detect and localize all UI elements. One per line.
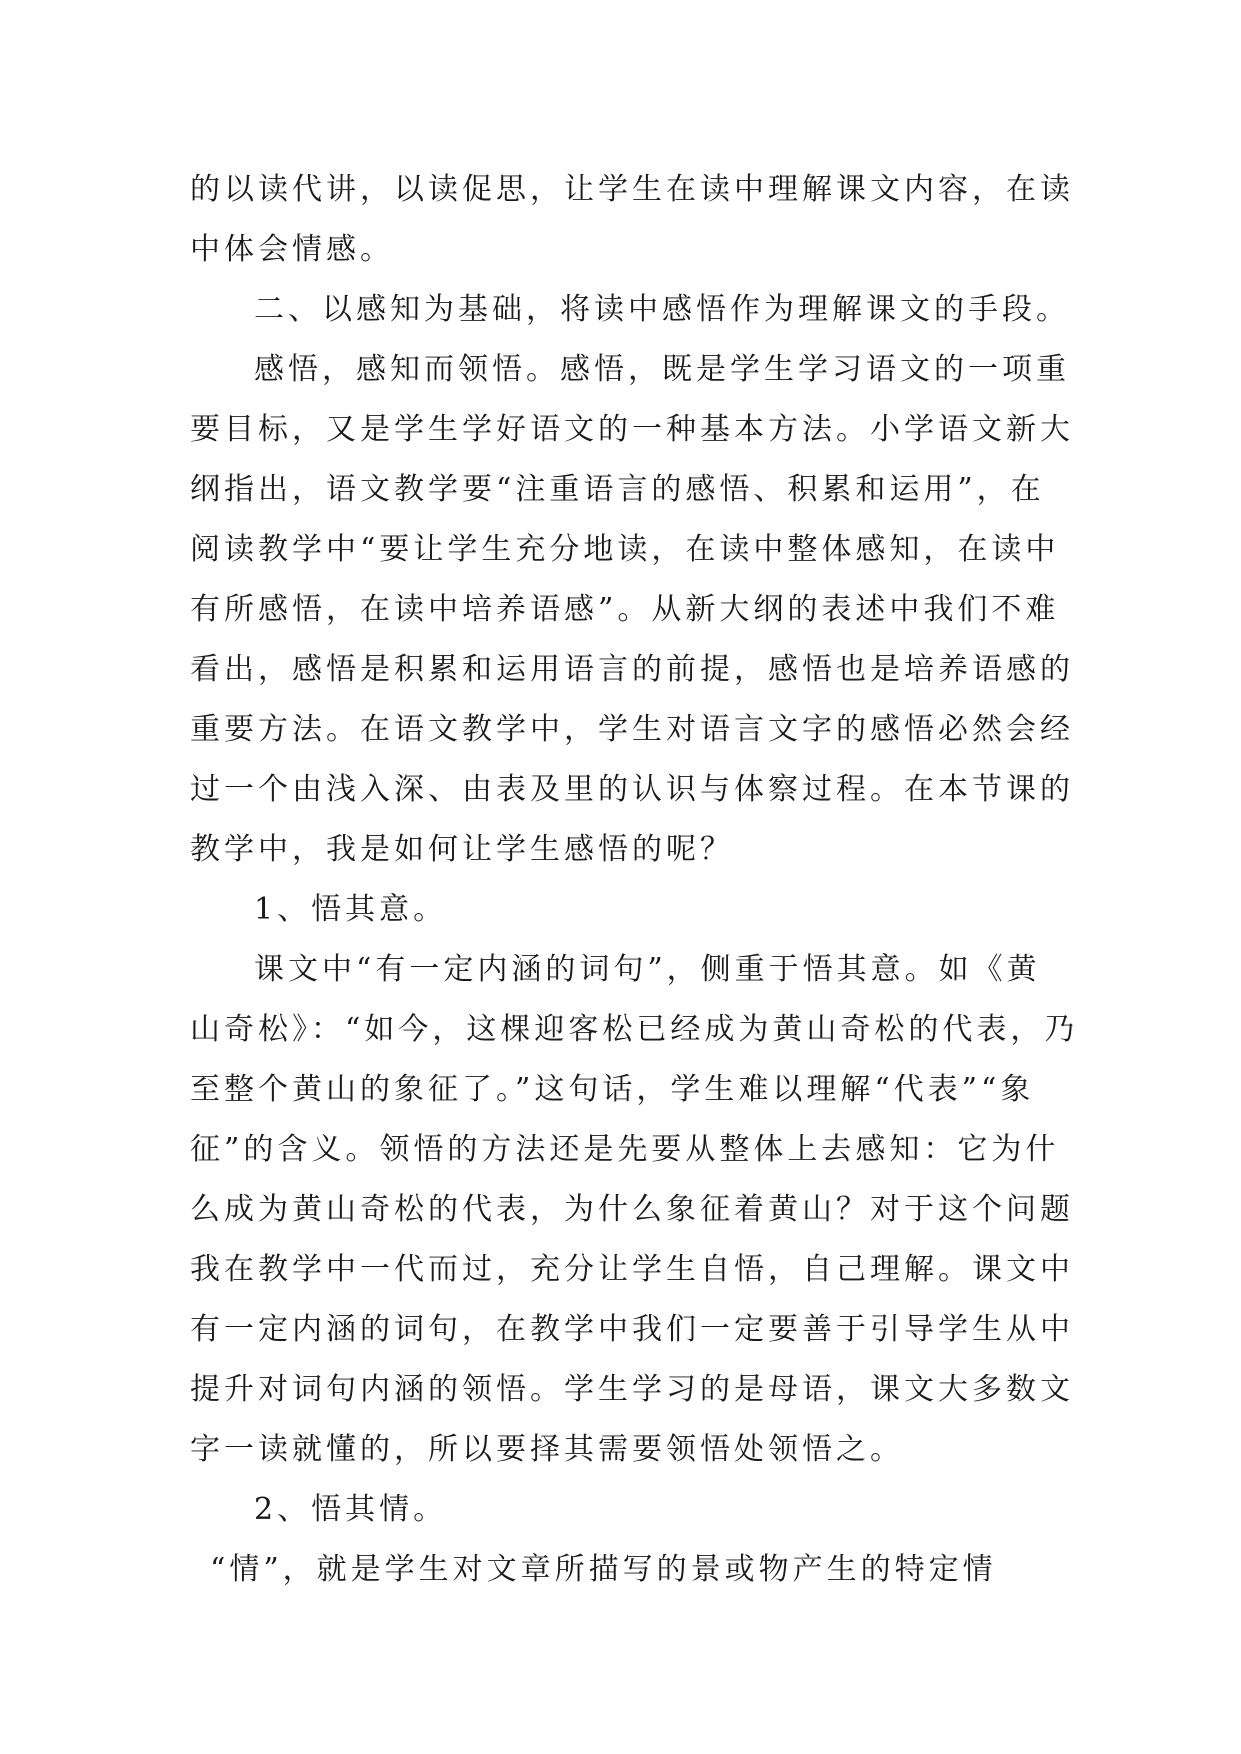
text-line: 中体会情感。 <box>190 232 394 267</box>
text-line: 的以读代讲，以读促思，让学生在读中理解课文内容，在读 <box>190 172 1074 207</box>
text-line: 重要方法。在语文教学中，学生对语言文字的感悟必然会经 <box>190 712 1074 747</box>
text-line: 要目标，又是学生学好语文的一种基本方法。小学语文新大 <box>190 412 1074 447</box>
text-line: 字一读就懂的，所以要择其需要领悟处领悟之。 <box>190 1432 904 1467</box>
section-heading: 二、以感知为基础，将读中感悟作为理解课文的手段。 <box>254 292 1070 327</box>
text-line: 有所感悟，在读中培养语感”。从新大纲的表述中我们不难 <box>190 592 1060 627</box>
text-line: 课文中“有一定内涵的词句”，侧重于悟其意。如《黄 <box>254 952 1041 987</box>
text-line: 么成为黄山奇松的代表，为什么象征着黄山？对于这个问题 <box>190 1192 1074 1227</box>
document-body <box>190 160 1079 1600</box>
text-line: 看出，感悟是积累和运用语言的前提，感悟也是培养语感的 <box>190 652 1074 687</box>
text-line: 阅读教学中“要让学生充分地读，在读中整体感知，在读中 <box>190 532 1060 567</box>
text-line: “情”，就是学生对文章所描写的景或物产生的特定情 <box>210 1552 997 1587</box>
text-line: 感悟，感知而领悟。感悟，既是学生学习语文的一项重 <box>254 352 1070 387</box>
text-line: 征”的含义。领悟的方法还是先要从整体上去感知：它为什 <box>190 1132 1060 1167</box>
subheading: 2、悟其情。 <box>254 1492 448 1527</box>
subheading: 1、悟其意。 <box>254 892 448 927</box>
text-line: 有一定内涵的词句，在教学中我们一定要善于引导学生从中 <box>190 1312 1074 1347</box>
text-line: 至整个黄山的象征了。”这句话，学生难以理解“代表”“象 <box>190 1072 1035 1107</box>
text-line: 提升对词句内涵的领悟。学生学习的是母语，课文大多数文 <box>190 1372 1074 1407</box>
text-line: 我在教学中一代而过，充分让学生自悟，自己理解。课文中 <box>190 1252 1074 1287</box>
text-line: 山奇松》：“如今，这棵迎客松已经成为黄山奇松的代表，乃 <box>190 1012 1079 1047</box>
text-line: 教学中，我是如何让学生感悟的呢？ <box>190 832 734 867</box>
text-line: 过一个由浅入深、由表及里的认识与体察过程。在本节课的 <box>190 772 1074 807</box>
text-line: 纲指出，语文教学要“注重语言的感悟、积累和运用”，在 <box>190 472 1045 507</box>
